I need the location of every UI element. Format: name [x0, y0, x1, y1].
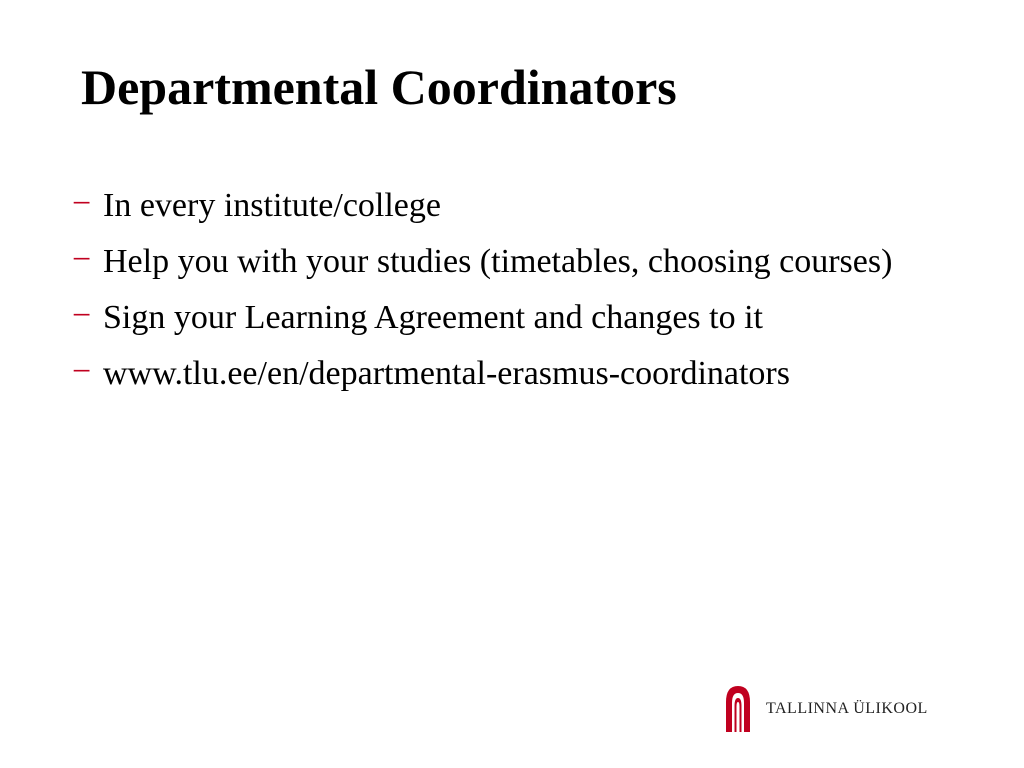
bullet-list — [72, 184, 972, 408]
bullet-dash-icon: − — [72, 185, 92, 222]
slide-title: Departmental Coordinators — [81, 59, 677, 115]
logo-text: TALLINNA ÜLIKOOL — [766, 700, 928, 717]
bullet-item — [72, 240, 972, 284]
bullet-item — [72, 184, 972, 228]
tallinn-university-logo — [724, 684, 928, 734]
bullet-text: Sign your Learning Agreement and changes to it — [103, 299, 763, 336]
bullet-text: Help you with your studies (timetables, choosing courses) — [103, 243, 893, 280]
bullet-dash-icon: − — [72, 241, 92, 278]
bullet-dash-icon: − — [72, 353, 92, 390]
bullet-item — [72, 296, 972, 340]
bullet-item — [72, 352, 972, 396]
bullet-text: In every institute/college — [103, 187, 441, 224]
bullet-link-text[interactable]: www.tlu.ee/en/departmental-erasmus-coordinators — [103, 355, 790, 392]
tlu-arch-logo-icon — [724, 684, 752, 734]
bullet-dash-icon: − — [72, 297, 92, 334]
